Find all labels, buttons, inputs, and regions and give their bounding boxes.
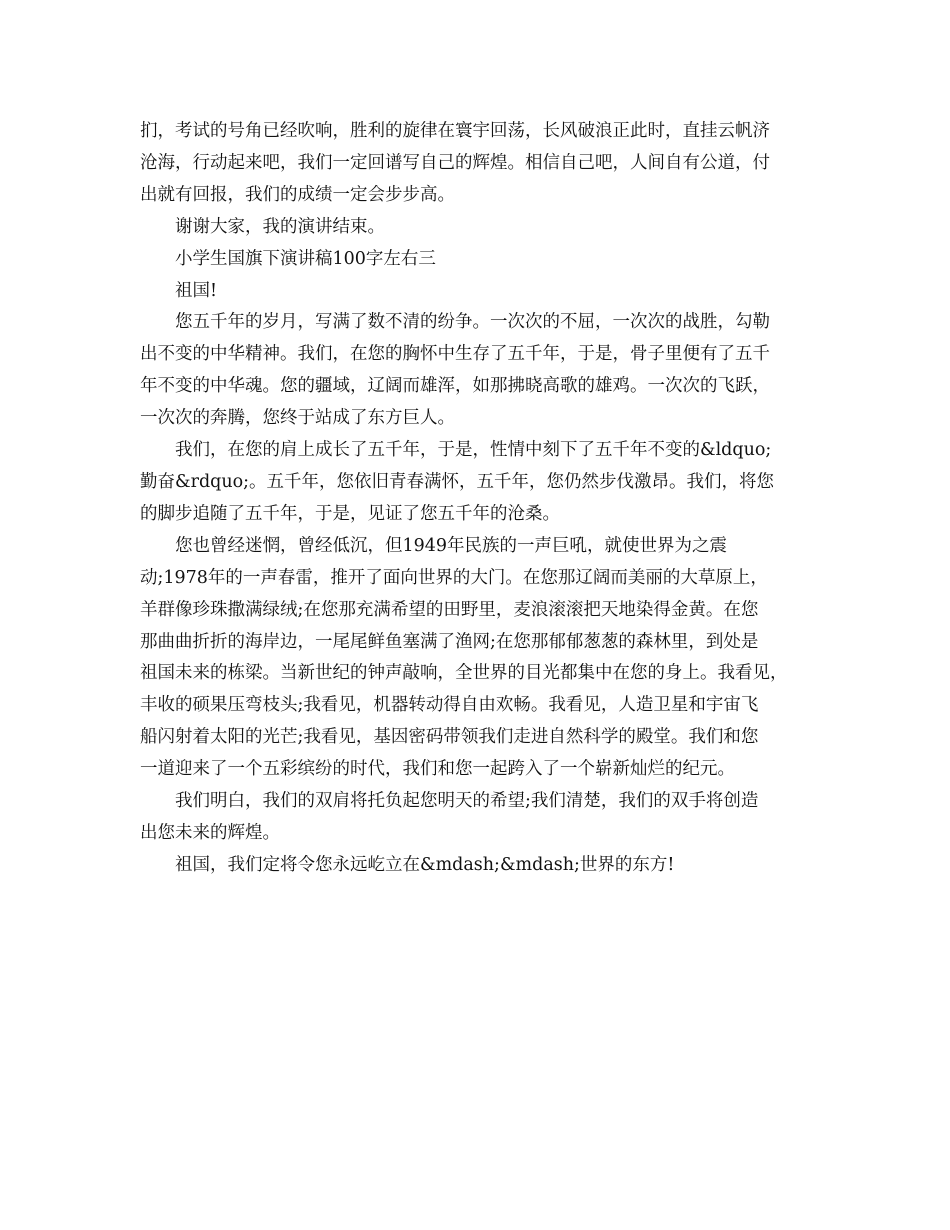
text-line: 祖国!	[175, 280, 218, 301]
text-line: 沧海，行动起来吧，我们一定回谱写自己的辉煌。相信自己吧，人间自有公道，付	[140, 152, 770, 173]
text-line: 谢谢大家，我的演讲结束。	[175, 216, 385, 237]
text-line: 的脚步追随了五千年，于是，见证了您五千年的沧桑。	[140, 503, 560, 524]
text-line: 小学生国旗下演讲稿100字左右三	[175, 248, 436, 269]
text-line: 那曲曲折折的海岸边，一尾尾鲜鱼塞满了渔网;在您那郁郁葱葱的森林里，到处是	[140, 631, 759, 652]
text-line: 我们，在您的肩上成长了五千年，于是，性情中刻下了五千年不变的&ldquo;	[175, 440, 772, 461]
text-line: 羊群像珍珠撒满绿绒;在您那充满希望的田野里，麦浪滚滚把天地染得金黄。在您	[140, 599, 759, 620]
paragraph	[140, 212, 825, 244]
text-line: 出不变的中华精神。我们，在您的胸怀中生存了五千年，于是，骨子里便有了五千	[140, 344, 770, 365]
paragraph	[140, 116, 825, 212]
text-line: 一次次的奔腾，您终于站成了东方巨人。	[140, 408, 455, 429]
text-line: 出您未来的辉煌。	[140, 822, 280, 843]
paragraph	[140, 786, 825, 850]
document-body	[140, 116, 825, 882]
text-line: 年不变的中华魂。您的疆域，辽阔而雄浑，如那拂晓高歌的雄鸡。一次次的飞跃，	[140, 376, 770, 397]
salutation	[140, 276, 825, 308]
paragraph	[140, 531, 825, 786]
closing-line	[140, 850, 825, 882]
text-line: 祖国未来的栋梁。当新世纪的钟声敲响，全世界的目光都集中在您的身上。我看见，	[140, 663, 788, 684]
section-heading	[140, 244, 825, 276]
text-line: 祖国，我们定将令您永远屹立在&mdash;&mdash;世界的东方!	[175, 854, 675, 875]
text-line: 船闪射着太阳的光芒;我看见，基因密码带领我们走进自然科学的殿堂。我们和您	[140, 727, 759, 748]
paragraph	[140, 435, 825, 531]
text-line: 动;1978年的一声春雷，推开了面向世界的大门。在您那辽阔而美丽的大草原上，	[140, 567, 768, 588]
text-line: 我们明白，我们的双肩将托负起您明天的希望;我们清楚，我们的双手将创造	[175, 791, 759, 812]
text-line: 扪，考试的号角已经吹响，胜利的旋律在寰宇回荡，长风破浪正此时，直挂云帆济	[140, 121, 770, 141]
text-line: 勤奋&rdquo;。五千年，您依旧青春满怀，五千年，您仍然步伐激昂。我们，将您	[140, 471, 775, 492]
text-line: 丰收的硕果压弯枝头;我看见，机器转动得自由欢畅。我看见，人造卫星和宇宙飞	[140, 695, 759, 716]
paragraph	[140, 307, 825, 435]
text-line: 一道迎来了一个五彩缤纷的时代，我们和您一起跨入了一个崭新灿烂的纪元。	[140, 759, 735, 780]
text-line: 您五千年的岁月，写满了数不清的纷争。一次次的不屈，一次次的战胜，勾勒	[175, 312, 770, 333]
text-line: 您也曾经迷惘，曾经低沉，但1949年民族的一声巨吼，就使世界为之震	[175, 535, 728, 556]
text-line: 出就有回报，我们的成绩一定会步步高。	[140, 184, 455, 205]
